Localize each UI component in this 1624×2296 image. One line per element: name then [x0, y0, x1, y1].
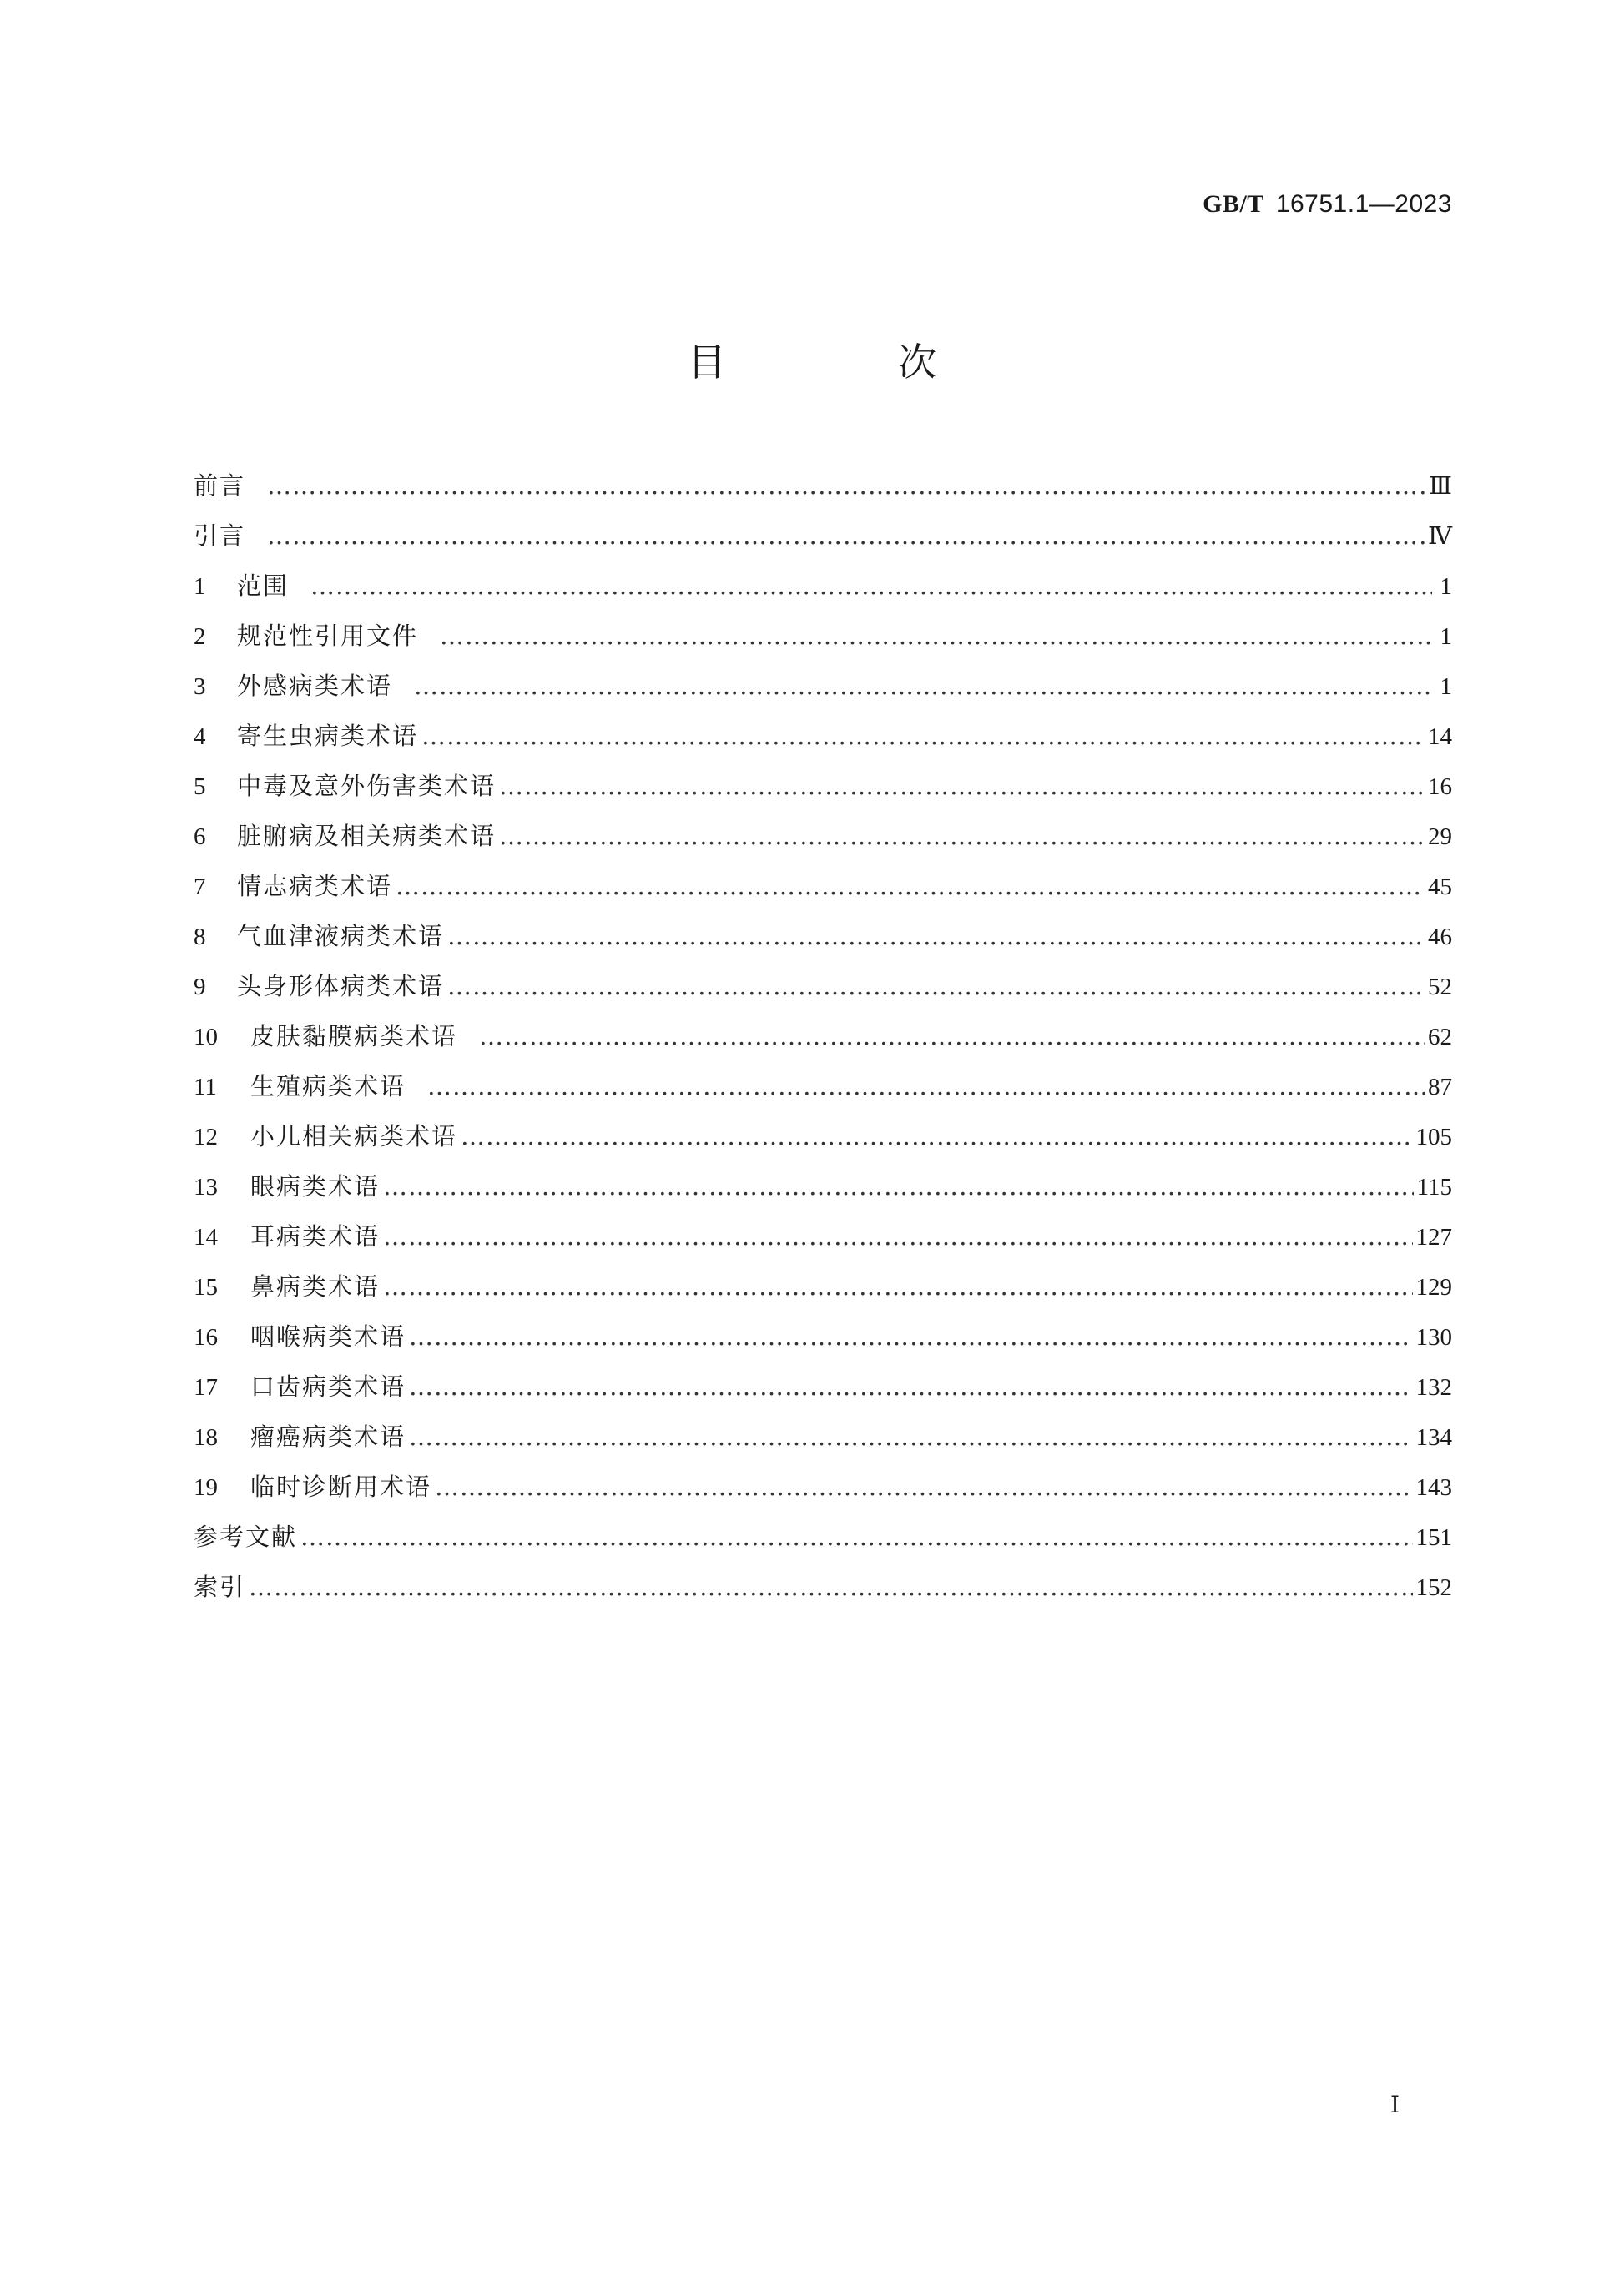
toc-entry-number: 6 — [194, 823, 206, 850]
toc-entry-page: 87 — [1428, 1074, 1452, 1100]
toc-leader-dots — [427, 1061, 1425, 1111]
toc-entry-page: 1 — [1440, 573, 1452, 600]
toc-leader-dots — [421, 711, 1425, 761]
toc-entry-number: 7 — [194, 874, 206, 900]
toc-entry-12[interactable] — [194, 1111, 1452, 1161]
toc-entry-page: Ⅳ — [1428, 523, 1452, 550]
toc-entry-number: 5 — [194, 773, 206, 800]
toc-entry-number: 10 — [194, 1024, 218, 1050]
toc-entry-label: 气血津液病类术语 — [237, 922, 445, 950]
toc-entry-references[interactable] — [194, 1512, 1452, 1562]
toc-entry-label: 范围 — [237, 571, 290, 600]
toc-entry-number: 4 — [194, 723, 206, 750]
toc-entry-number: 8 — [194, 924, 206, 950]
toc-entry-number: 11 — [194, 1074, 217, 1100]
toc-entry-page: 29 — [1428, 823, 1452, 850]
toc-leader-dots — [383, 1261, 1412, 1312]
toc-entry-page: 129 — [1415, 1274, 1452, 1301]
toc-leader-dots — [267, 461, 1425, 511]
toc-entry-6[interactable] — [194, 811, 1452, 861]
toc-entry-introduction[interactable] — [194, 511, 1452, 561]
toc-leader-dots — [409, 1362, 1412, 1412]
toc-entry-number: 12 — [194, 1124, 218, 1151]
toc-entry-page: 105 — [1415, 1124, 1452, 1151]
toc-entry-page: 127 — [1415, 1224, 1452, 1251]
toc-entry-7[interactable] — [194, 861, 1452, 911]
toc-leader-dots — [479, 1011, 1425, 1061]
toc-entry-page: 45 — [1428, 874, 1452, 900]
toc-entry-page: 46 — [1428, 924, 1452, 950]
toc-entry-number: 9 — [194, 974, 206, 1000]
toc-entry-10[interactable] — [194, 1011, 1452, 1061]
toc-entry-page: 134 — [1415, 1424, 1452, 1451]
page-number: Ⅰ — [1390, 2092, 1400, 2118]
toc-leader-dots — [383, 1211, 1412, 1261]
toc-entry-number: 3 — [194, 673, 206, 700]
toc-leader-dots — [300, 1512, 1412, 1562]
toc-leader-dots — [409, 1312, 1412, 1362]
table-of-contents — [194, 461, 1452, 1612]
toc-entry-label: 瘤癌病类术语 — [250, 1422, 406, 1451]
toc-entry-label: 眼病类术语 — [250, 1172, 381, 1201]
toc-entry-page: 151 — [1415, 1524, 1452, 1551]
toc-entry-9[interactable] — [194, 961, 1452, 1011]
toc-leader-dots — [499, 811, 1425, 861]
toc-entry-label: 咽喉病类术语 — [250, 1322, 406, 1351]
toc-leader-dots — [447, 961, 1425, 1011]
toc-entry-18[interactable] — [194, 1412, 1452, 1462]
toc-entry-page: 14 — [1428, 723, 1452, 750]
toc-entry-page: Ⅲ — [1429, 473, 1452, 500]
toc-entry-17[interactable] — [194, 1362, 1452, 1412]
toc-entry-5[interactable] — [194, 761, 1452, 811]
toc-entry-label: 生殖病类术语 — [250, 1072, 406, 1100]
toc-entry-page: 130 — [1415, 1324, 1452, 1351]
toc-entry-label: 寄生虫病类术语 — [237, 722, 419, 750]
toc-leader-dots — [461, 1111, 1412, 1161]
toc-entry-label: 情志病类术语 — [237, 872, 393, 900]
standard-code: 16751.1—2023 — [1275, 190, 1452, 218]
toc-entry-label: 参考文献 — [194, 1523, 298, 1551]
toc-leader-dots — [414, 661, 1432, 711]
standard-number — [1203, 190, 1452, 219]
toc-entry-number: 19 — [194, 1474, 218, 1501]
toc-entry-19[interactable] — [194, 1462, 1452, 1512]
toc-entry-11[interactable] — [194, 1061, 1452, 1111]
toc-leader-dots — [310, 561, 1432, 611]
toc-leader-dots — [249, 1562, 1412, 1612]
toc-entry-page: 1 — [1440, 623, 1452, 650]
toc-entry-number: 18 — [194, 1424, 218, 1451]
toc-entry-16[interactable] — [194, 1312, 1452, 1362]
toc-entry-label: 外感病类术语 — [237, 672, 393, 700]
toc-entry-label: 耳病类术语 — [250, 1222, 381, 1251]
toc-entry-page: 62 — [1428, 1024, 1452, 1050]
toc-entry-number: 16 — [194, 1324, 218, 1351]
toc-entry-page: 143 — [1415, 1474, 1452, 1501]
toc-entry-page: 115 — [1416, 1174, 1452, 1201]
toc-entry-page: 132 — [1415, 1374, 1452, 1401]
toc-entry-label: 口齿病类术语 — [250, 1372, 406, 1401]
toc-leader-dots — [435, 1462, 1412, 1512]
toc-entry-page: 1 — [1440, 673, 1452, 700]
toc-entry-label: 皮肤黏膜病类术语 — [250, 1022, 458, 1050]
toc-entry-label: 引言 — [194, 521, 246, 550]
toc-entry-4[interactable] — [194, 711, 1452, 761]
toc-entry-number: 2 — [194, 623, 206, 650]
page-title: 目 次 — [687, 340, 1017, 385]
toc-entry-13[interactable] — [194, 1161, 1452, 1211]
toc-entry-2[interactable] — [194, 611, 1452, 661]
toc-entry-page: 152 — [1415, 1574, 1452, 1601]
toc-leader-dots — [267, 511, 1425, 561]
toc-leader-dots — [409, 1412, 1412, 1462]
toc-entry-number: 13 — [194, 1174, 218, 1201]
toc-entry-1[interactable] — [194, 561, 1452, 611]
toc-entry-label: 脏腑病及相关病类术语 — [237, 822, 497, 850]
toc-entry-number: 1 — [194, 573, 206, 600]
toc-entry-page: 52 — [1428, 974, 1452, 1000]
toc-leader-dots — [396, 861, 1425, 911]
toc-entry-number: 15 — [194, 1274, 218, 1301]
standard-prefix: GB/T — [1203, 190, 1264, 218]
toc-entry-label: 临时诊断用术语 — [250, 1473, 432, 1501]
toc-entry-label: 小儿相关病类术语 — [250, 1122, 458, 1151]
toc-entry-8[interactable] — [194, 911, 1452, 961]
toc-entry-number: 17 — [194, 1374, 218, 1401]
toc-entry-label: 索引 — [194, 1573, 246, 1601]
toc-entry-label: 规范性引用文件 — [237, 622, 419, 650]
toc-entry-page: 16 — [1428, 773, 1452, 800]
toc-leader-dots — [383, 1161, 1414, 1211]
toc-entry-label: 中毒及意外伤害类术语 — [237, 772, 497, 800]
toc-entry-index[interactable] — [194, 1562, 1452, 1612]
toc-leader-dots — [499, 761, 1425, 811]
toc-entry-number: 14 — [194, 1224, 218, 1251]
toc-leader-dots — [447, 911, 1425, 961]
toc-entry-15[interactable] — [194, 1261, 1452, 1312]
toc-entry-label: 头身形体病类术语 — [237, 972, 445, 1000]
toc-entry-foreword[interactable] — [194, 461, 1452, 511]
toc-entry-label: 前言 — [194, 471, 246, 500]
toc-entry-label: 鼻病类术语 — [250, 1272, 381, 1301]
toc-entry-14[interactable] — [194, 1211, 1452, 1261]
toc-entry-3[interactable] — [194, 661, 1452, 711]
toc-leader-dots — [440, 611, 1432, 661]
